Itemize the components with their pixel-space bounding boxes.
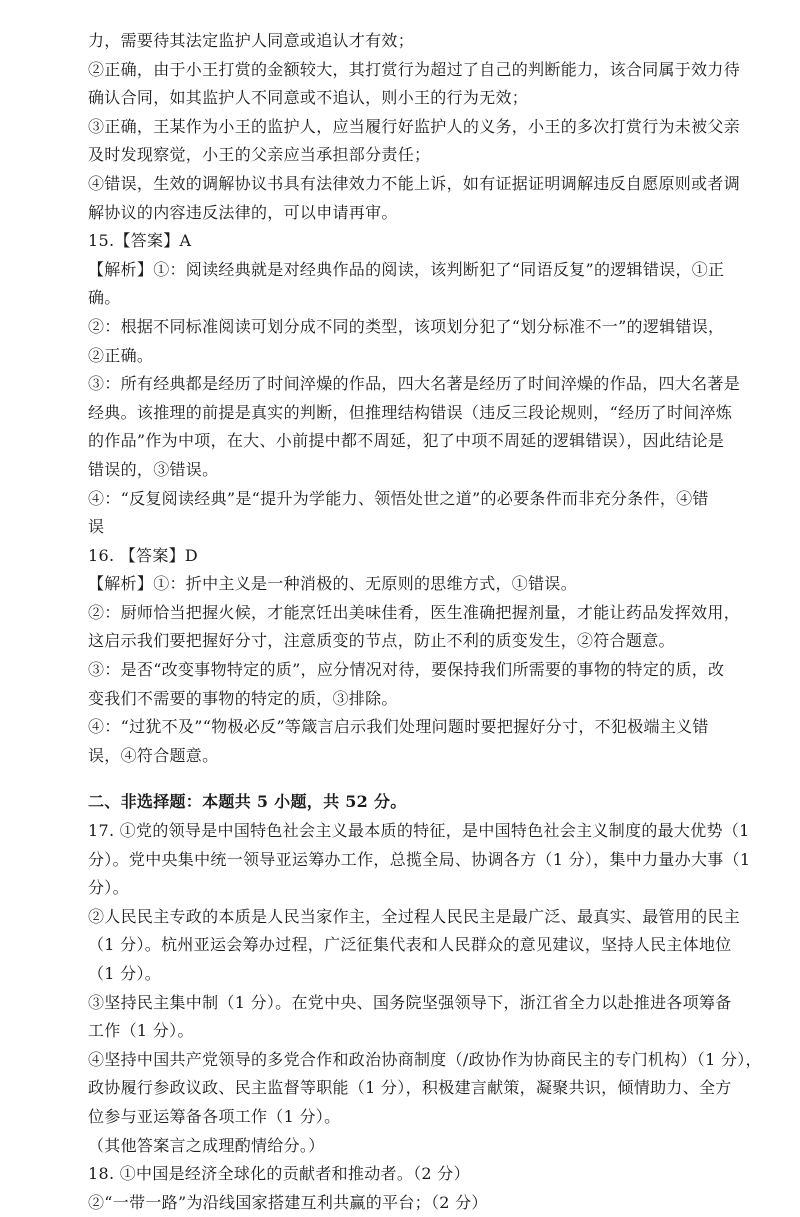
- text-line: ②：根据不同标准阅读可划分成不同的类型，该项划分犯了“划分标准不一”的逻辑错误，: [88, 316, 725, 336]
- text-line: ③坚持民主集中制（1 分）。在党中央、国务院坚强领导下，浙江省全力以赴推进各项筹备: [88, 992, 732, 1012]
- text-line: 确认合同，如其监护人不同意或不追认，则小王的行为无效；: [88, 88, 529, 108]
- question-18-answer: 18. ①中国是经济全球化的贡献者和推动者。（2 分）: [88, 1164, 470, 1184]
- question-16-answer: 16. 【答案】D: [88, 545, 199, 565]
- text-line: 经典。该推理的前提是真实的判断，但推理结构错误（违反三段论规则，“经历了时间淬炼: [88, 402, 733, 422]
- text-line: 误: [88, 517, 105, 537]
- section-spacer: [88, 770, 770, 788]
- text-line: ③：是否“改变事物特定的质”，应分情况对待，要保持我们所需要的事物的特定的质，改: [88, 660, 725, 680]
- text-line: ③正确，王某作为小王的监护人，应当履行好监护人的义务，小王的多次打赏行为未被父亲: [88, 116, 741, 136]
- text-line: 力，需要待其法定监护人同意或追认才有效；: [88, 31, 415, 50]
- text-line: ④：“过犹不及”“物极必反”等箴言启示我们处理问题时要把握好分寸，不犯极端主义错: [88, 717, 709, 737]
- question-15-answer: 15.【答案】A: [88, 231, 192, 251]
- text-line: 【解析】①：阅读经典就是对经典作品的阅读，该判断犯了“同语反复”的逻辑错误，①正: [88, 259, 725, 279]
- answer-explanations-part2: [88, 817, 770, 1217]
- text-line: ②正确。: [88, 345, 154, 365]
- text-line: 确。: [88, 288, 121, 308]
- text-line: ②：厨师恰当把握火候，才能烹饪出美味佳肴，医生准确把握剂量，才能让药品发挥效用，: [88, 602, 741, 622]
- text-line: ④：“反复阅读经典”是“提升为学能力、领悟处世之道”的必要条件而非充分条件，④错: [88, 488, 709, 508]
- text-line: 这启示我们要把握好分寸，注意质变的节点，防止不利的质变发生，②符合题意。: [88, 631, 675, 651]
- text-line: 位参与亚运筹备各项工作（1 分）。: [88, 1106, 341, 1126]
- text-line: 的作品”作为中项，在大、小前提中都不周延，犯了中项不周延的逻辑错误），因此结论是: [88, 431, 725, 451]
- text-line: ③：所有经典都是经历了时间淬燥的作品，四大名著是经历了时间淬燥的作品，四大名著是: [88, 374, 741, 394]
- text-line: 解协议的内容违反法律的，可以申请再审。: [88, 202, 398, 222]
- text-line: ④坚持中国共产党领导的多党合作和政治协商制度（/政协作为协商民主的专门机构）（1 分），: [88, 1049, 762, 1069]
- text-line: ④错误，生效的调解协议书具有法律效力不能上诉，如有证据证明调解违反自愿原则或者调: [88, 173, 741, 193]
- text-line: 错误的，③错误。: [88, 459, 219, 479]
- section-title: 二、非选择题：本题共 5 小题，共 52 分。: [88, 792, 407, 812]
- text-line: （1 分）。: [88, 964, 162, 983]
- text-line: （1 分）。杭州亚运会筹办过程，广泛征集代表和人民群众的意见建议，坚持人民主体地位: [88, 935, 732, 955]
- text-line: 及时发现察觉，小王的父亲应当承担部分责任；: [88, 145, 431, 165]
- text-line: 【解析】①：折中主义是一种消极的、无原则的思维方式，①错误。: [88, 574, 578, 594]
- text-line: ②人民民主专政的本质是人民当家作主，全过程人民民主是最广泛、最真实、最管用的民主: [88, 906, 741, 926]
- text-line: 分）。: [88, 878, 129, 898]
- text-line: 政协履行参政议政、民主监督等职能（1 分），积极建言献策，凝聚共识，倾情助力、全方: [88, 1078, 732, 1098]
- text-line: ②“一带一路”为沿线国家搭建互利共赢的平台；（2 分）: [88, 1192, 488, 1212]
- answer-explanations-part1: [88, 27, 770, 770]
- text-line: 17. ①党的领导是中国特色社会主义最本质的特征，是中国特色社会主义制度的最大优势（1: [88, 821, 750, 841]
- text-line: 分）。党中央集中统一领导亚运筹办工作，总揽全局、协调各方（1 分），集中力量办大事（1: [88, 849, 751, 869]
- text-line: 变我们不需要的事物的特定的质，③排除。: [88, 688, 398, 708]
- text-line: （其他答案言之成理酌情给分。）: [88, 1135, 325, 1155]
- text-line: ②正确，由于小王打赏的金额较大，其打赏行为超过了自己的判断能力，该合同属于效力待: [88, 59, 741, 79]
- text-line: 误，④符合题意。: [88, 745, 219, 765]
- text-line: 工作（1 分）。: [88, 1021, 194, 1041]
